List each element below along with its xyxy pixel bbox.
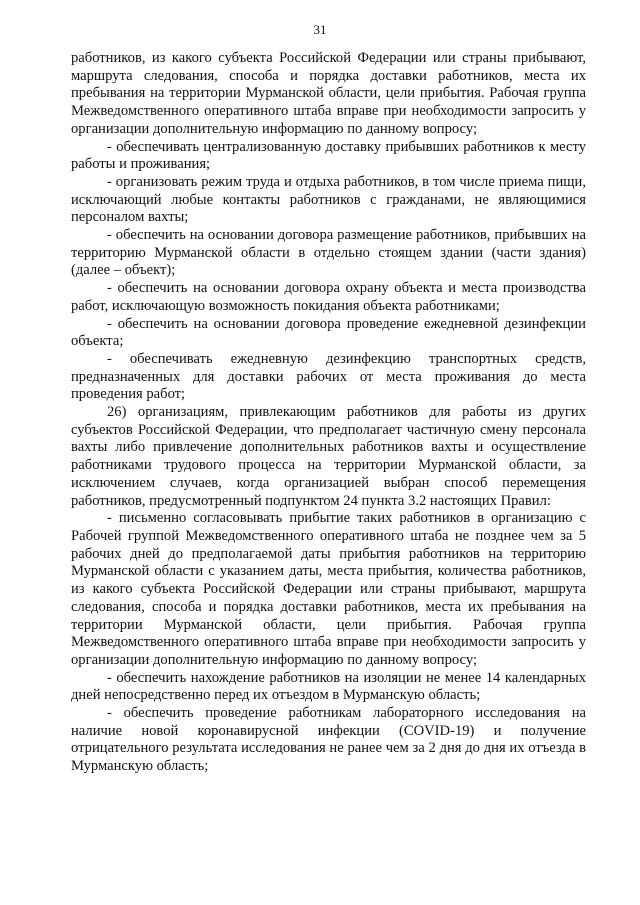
- paragraph-accommodation: - обеспечить на основании договора размещение работников, прибывших на территорию Мурманской области в отдельно стоящем здании (части здания) (далее – объект);: [71, 227, 586, 279]
- page-number: 31: [313, 22, 327, 37]
- paragraph-work-rest-regime: - организовать режим труда и отдыха работников, в том числе приема пищи, исключающий любые контакты работников с гражданами, не являющимися персоналом вахты;: [71, 173, 586, 226]
- paragraph-lab-testing: - обеспечить проведение работникам лабораторного исследования на наличие новой коронавирусной инфекции (COVID-19) и получение отрицательного результата исследования не ранее чем за 2 дня до дня их отъезда в Мурманскую область;: [71, 705, 586, 775]
- paragraph-item-26: 26) организациям, привлекающим работников для работы из других субъектов Российской Федерации, что предполагает частичную смену персонала вахты либо привлечение дополнительных работников вахты и осуществление работниками трудового процесса на территории Мурманской области, за исключением случаев, когда организацией выбран способ перемещения работников, предусмотренный подпунктом 24 пункта 3.2 настоящих Правил:: [71, 404, 586, 509]
- paragraph-isolation: - обеспечить нахождение работников на изоляции не менее 14 календарных дней непосредственно перед их отъездом в Мурманскую область;: [71, 669, 586, 704]
- paragraph-security: - обеспечить на основании договора охрану объекта и места производства работ, исключающую возможность покидания объекта работниками;: [71, 280, 586, 314]
- paragraph-disinfection-transport: - обеспечивать ежедневную дезинфекцию транспортных средств, предназначенных для доставки рабочих от места проживания до места проведения работ;: [71, 350, 586, 403]
- paragraph-delivery: - обеспечивать централизованную доставку прибывших работников к месту работы и проживания;: [71, 138, 586, 173]
- paragraph-continuation: работников, из какого субъекта Российской Федерации или страны прибывают, маршрута следования, способа и порядка доставки работников, места их пребывания на территории Мурманской области, цели прибытия. Рабочая группа Межведомственного оперативного штаба вправе при необходимости запросить у организации дополнительную информацию по данному вопросу;: [71, 50, 586, 137]
- document-body: [71, 50, 586, 776]
- paragraph-disinfection-object: - обеспечить на основании договора проведение ежедневной дезинфекции объекта;: [71, 315, 586, 350]
- paragraph-arrival-approval: - письменно согласовывать прибытие таких работников в организацию с Рабочей группой Межведомственного оперативного штаба не позднее чем за 5 рабочих дней до предполагаемой даты прибытия работников на территорию Мурманской области с указанием даты, места прибытия, количества работников, из какого субъекта Российской Федерации или страны прибывают, маршрута следования, способа и порядка доставки работников, места их пребывания на территории Мурманской области, цели прибытия. Рабочая группа Межведомственного оперативного штаба вправе при необходимости запросить у организации дополнительную информацию по данному вопросу;: [71, 510, 586, 668]
